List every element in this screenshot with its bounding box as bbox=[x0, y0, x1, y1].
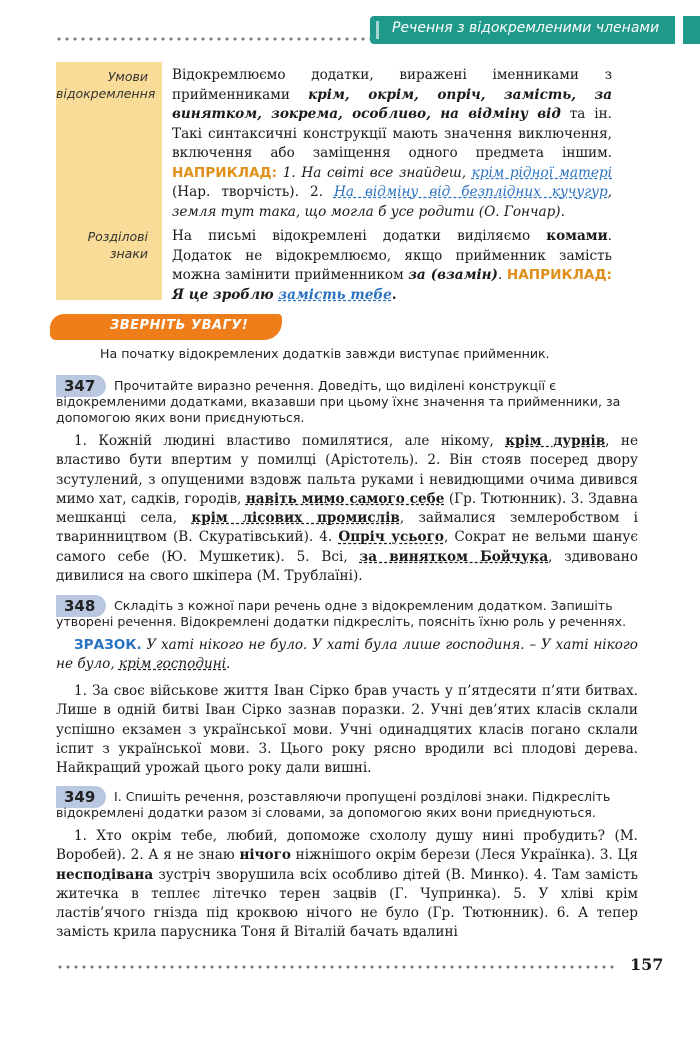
rule-label-punctuation: Розділові знаки bbox=[87, 229, 148, 261]
task-instruction: І. Спишіть речення, розставляючи пропущені розділові знаки. Підкресліть відокремлені додатки разом зі словами, за допомогою яких вони приєднуються. bbox=[56, 789, 611, 820]
rule-text-punctuation: На письмі відокремлені додатки виділяємо комами. Додаток не відокремлюємо, якщо прийменник замість можна замінити прийменником за (взамін). НАПРИКЛАД: Я це зроблю замість тебе. bbox=[172, 228, 612, 303]
task-instruction: Прочитайте виразно речення. Доведіть, що виділені конструкції є відокремленими додатками, вказавши при цьому їхнє значення та прийменники, за допомогою яких вони приєднуються. bbox=[56, 378, 621, 425]
example-keyword: НАПРИКЛАД: bbox=[506, 267, 612, 283]
task-number: 348 bbox=[56, 595, 106, 617]
example-keyword: НАПРИКЛАД: bbox=[172, 164, 278, 181]
rule-text-conditions: Відокремлюємо додатки, виражені іменниками з прийменниками крім, окрім, опріч, замість, за винятком, зокрема, особливо, на відміну від та ін. Такі синтаксичні конструкції мають значення виключення, включення або заміщення одного предмета іншим. НАПРИКЛАД: 1. На світі все знайдеш, крім рідної матері (Нар. творчість). 2. На відміну від безплідних кучугур, земля тут така, що могла б усе родити (О. Гончар). bbox=[172, 67, 612, 220]
highlight-example: крім рідної матері bbox=[471, 164, 612, 181]
header-edge bbox=[683, 16, 700, 44]
page-number: 157 bbox=[630, 955, 664, 974]
task-348-sample: ЗРАЗОК. У хаті нікого не було. У хаті була лише господиня. – У хаті нікого не було, крім господині. bbox=[56, 637, 638, 673]
task-347-text: 1. Кожній людині властиво помилятися, але нікому, крім дурнів, не властиво бути впертим у помилці (Арістотель). 2. Він стояв посеред двору зсутулений, з опущеними вздовж пальта руками і невидющими очима дивився мимо хат, садків, городів, навіть мимо самого себе (Гр. Тютюнник). 3. Здавна мешканці села, крім лісових промислів, займалися землеробством і тваринництвом (В. Скуратівський). 4. Опріч усього, Сократ не вельми шанує самого себе (Ю. Мушкетик). 5. Всі, за винятком Бойчука, здивовано дивилися на свого шкіпера (М. Трублаїні). bbox=[56, 433, 639, 585]
task-number: 349 bbox=[56, 786, 106, 808]
attention-note: На початку відокремлених додатків завжди виступає прийменник. bbox=[100, 346, 550, 361]
task-instruction: Складіть з кожної пари речень одне з відокремленим додатком. Запишіть утворені речення. Відокремлені додатки підкресліть, поясніть їхню роль у реченнях. bbox=[56, 598, 627, 629]
task-348-text: 1. За своє військове життя Іван Сірко брав участь у п’ятдесяти п’яти битвах. Лише в одній битві Іван Сірко зазнав поразки. 2. Учні дев’ятих класів склали успішно екзамен з української мови. Учні одинадцятих класів погано склали іспит з української мови. 3. Цього року рясно вродили всі плодові дерева. Найкращий урожай цього року дали вишні. bbox=[56, 683, 638, 777]
task-number: 347 bbox=[56, 375, 106, 397]
task-349-text: 1. Хто окрім тебе, любий, допоможе схололу душу нині пробудить? (М. Воробей). 2. А я не знаю нічого ніжнішого окрім берези (Леся Українка). 3. Ця несподівана зустріч зворушила всіх особливо дітей (В. Минко). 4. Там замість житечка в теплеє літечко терен зацвів (Г. Чупринка). 5. У хліві крім ластів’ячого гнізда під кроквою нічого не було (Гр. Тютюнник). 6. А тепер замість крила парусника Тоня й Віталій бачать вдалині bbox=[56, 828, 638, 941]
header-dots bbox=[55, 36, 375, 42]
highlight-example: На відміну від безплідних кучугур bbox=[333, 184, 608, 200]
highlight-example: замість тебе bbox=[278, 286, 392, 303]
attention-banner: ЗВЕРНІТЬ УВАГУ! bbox=[50, 314, 282, 340]
chapter-title: Речення з відокремленими членами bbox=[370, 16, 675, 44]
footer-dots bbox=[56, 964, 616, 970]
rule-label-conditions: Умови відокремлення bbox=[56, 69, 156, 101]
